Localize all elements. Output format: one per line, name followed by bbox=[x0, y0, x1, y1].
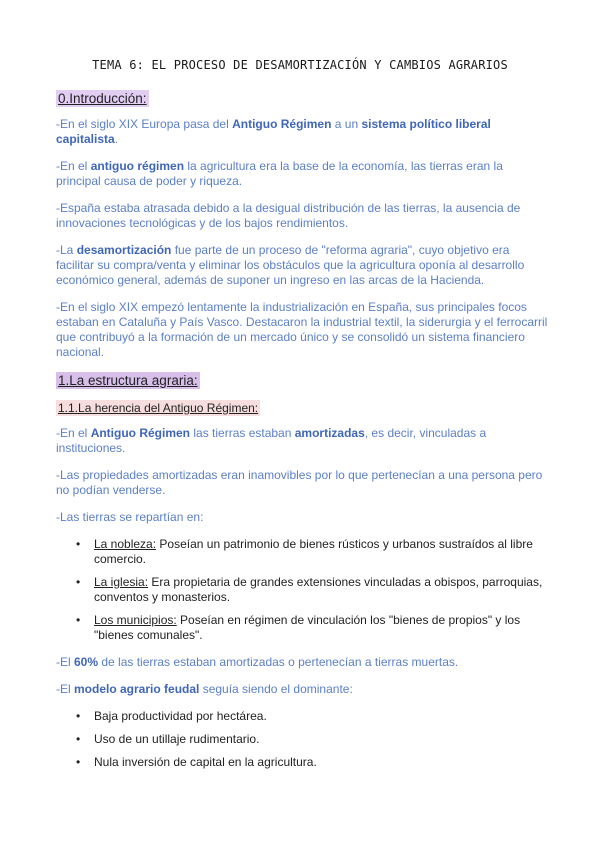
paragraph-2: -En el antiguo régimen la agricultura era la base de la economía, las tierras eran la principal causa de poder y riqueza. bbox=[56, 159, 503, 188]
list-item: • Uso de un utillaje rudimentario. bbox=[76, 732, 260, 746]
list-item: • Baja productividad por hectárea. bbox=[76, 709, 267, 723]
paragraph-7: -Las propiedades amortizadas eran inamovibles por lo que pertenecían a una persona pero no podían venderse. bbox=[56, 468, 543, 497]
page-title: TEMA 6: EL PROCESO DE DESAMORTIZACIÓN Y CAMBIOS AGRARIOS bbox=[92, 58, 508, 72]
bullet-icon: • bbox=[76, 732, 81, 746]
section-heading-introduccion: 0.Introducción: bbox=[58, 91, 147, 106]
paragraph-5: -En el siglo XIX empezó lentamente la industrialización en España, sus principales focos estaban en Cataluña y País Vasco. Destacaron la industrial textil, la siderurgia y el ferrocarril que contribuyó a la formación de un mercado único y se consolidó un sistema financiero nacional. bbox=[56, 300, 548, 359]
subsection-heading-herencia: 1.1.La herencia del Antiguo Régimen: bbox=[58, 401, 259, 415]
list-item: • Nula inversión de capital en la agricultura. bbox=[76, 755, 317, 769]
section-heading-estructura: 1.La estructura agraria: bbox=[58, 373, 198, 388]
paragraph-3: -España estaba atrasada debido a la desigual distribución de las tierras, la ausencia de innovaciones tecnológicas y de los bajos rendimientos. bbox=[56, 201, 521, 230]
paragraph-1: -En el siglo XIX Europa pasa del Antiguo Régimen a un sistema político liberal capitalista. bbox=[56, 117, 491, 146]
list-item: • La iglesia: Era propietaria de grandes extensiones vinculadas a obispos, parroquias, conventos y monasterios. bbox=[76, 575, 543, 604]
document-content bbox=[56, 90, 548, 782]
bullet-icon: • bbox=[76, 575, 81, 589]
paragraph-9: -El 60% de las tierras estaban amortizadas o pertenecían a tierras muertas. bbox=[56, 655, 459, 669]
list-item: • Los municipios: Poseían en régimen de vinculación los "bienes de propios" y los "bienes comunales". bbox=[76, 613, 521, 642]
feudal-model-list bbox=[56, 709, 548, 770]
paragraph-8: -Las tierras se repartían en: bbox=[56, 510, 204, 524]
bullet-icon: • bbox=[76, 709, 81, 723]
list-item: • La nobleza: Poseían un patrimonio de bienes rústicos y urbanos sustraídos al libre comercio. bbox=[76, 537, 533, 566]
bullet-icon: • bbox=[76, 755, 81, 769]
paragraph-10: -El modelo agrario feudal seguía siendo el dominante: bbox=[56, 682, 353, 696]
paragraph-6: -En el Antiguo Régimen las tierras estaban amortizadas, es decir, vinculadas a instituciones. bbox=[56, 426, 487, 455]
bullet-icon: • bbox=[76, 537, 81, 551]
bullet-icon: • bbox=[76, 613, 81, 627]
land-distribution-list bbox=[56, 537, 548, 643]
paragraph-4: -La desamortización fue parte de un proceso de "reforma agraria", cuyo objetivo era facilitar su compra/venta y eliminar los obstáculos que la agricultura oponía al desarrollo económico general, además de suponer un ingreso en las arcas de la Hacienda. bbox=[56, 243, 525, 287]
